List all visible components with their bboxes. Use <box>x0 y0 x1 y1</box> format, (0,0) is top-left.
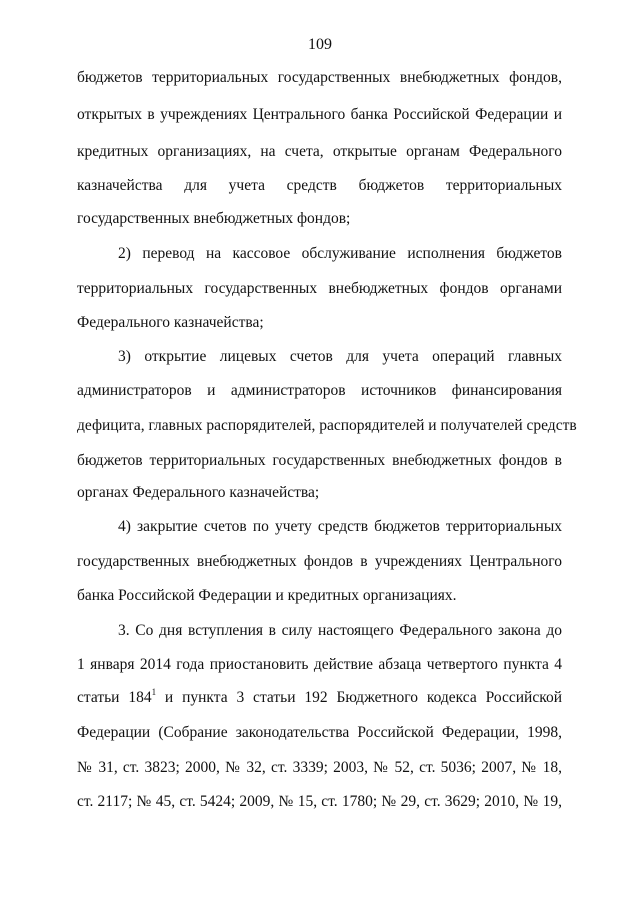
text-line: территориальных государственных внебюджетных фондов органами <box>77 280 562 297</box>
text-line-with-superscript <box>77 688 562 708</box>
text-line: кредитных организациях, на счета, открытые органам Федерального <box>77 143 562 160</box>
text-line: 3. Со дня вступления в силу настоящего Федерального закона до <box>118 622 562 639</box>
text-line: органах Федерального казначейства; <box>77 484 320 501</box>
text-line: открытых в учреждениях Центрального банка Российской Федерации и <box>77 106 562 123</box>
text-line: ст. 2117; № 45, ст. 5424; 2009, № 15, ст. 1780; № 29, ст. 3629; 2010, № 19, <box>77 793 562 810</box>
text-line: бюджетов территориальных государственных внебюджетных фондов, <box>77 69 562 86</box>
text-segment: и пункта 3 статьи 192 Бюджетного кодекса Российской <box>156 689 562 706</box>
text-line: 2) перевод на кассовое обслуживание исполнения бюджетов <box>118 245 562 262</box>
text-line: 4) закрытие счетов по учету средств бюджетов территориальных <box>118 518 562 535</box>
text-line: Федерального казначейства; <box>77 314 264 331</box>
text-line: 3) открытие лицевых счетов для учета операций главных <box>118 348 562 365</box>
text-segment: статьи 184 <box>77 689 152 706</box>
superscript: 1 <box>151 686 157 697</box>
page-number: 109 <box>308 36 332 53</box>
text-line: дефицита, главных распорядителей, распорядителей и получателей средств <box>77 417 577 434</box>
text-line: № 31, ст. 3823; 2000, № 32, ст. 3339; 2003, № 52, ст. 5036; 2007, № 18, <box>77 759 562 776</box>
text-line: государственных внебюджетных фондов в учреждениях Центрального <box>77 553 562 570</box>
text-line: бюджетов территориальных государственных внебюджетных фондов в <box>77 452 562 469</box>
text-line: администраторов и администраторов источников финансирования <box>77 382 562 399</box>
text-line: 1 января 2014 года приостановить действие абзаца четвертого пункта 4 <box>77 656 562 673</box>
text-line: Федерации (Собрание законодательства Российской Федерации, 1998, <box>77 724 562 741</box>
text-line: казначейства для учета средств бюджетов территориальных <box>77 177 562 194</box>
text-line: государственных внебюджетных фондов; <box>77 210 351 227</box>
text-line: банка Российской Федерации и кредитных организациях. <box>77 587 457 604</box>
